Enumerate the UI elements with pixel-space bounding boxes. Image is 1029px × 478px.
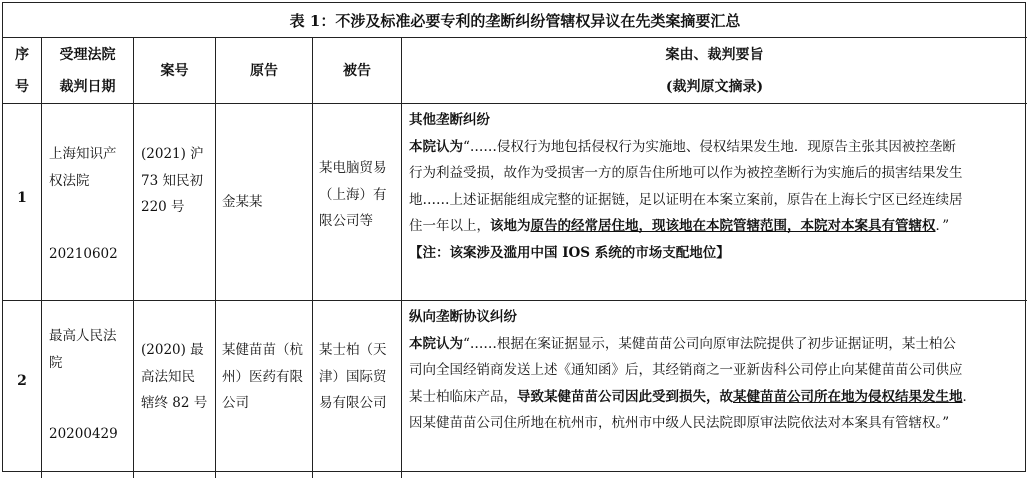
defendant: 某士柏（天 津）国际贸 易有限公司 (319, 342, 387, 411)
header-seq: 序 号 (15, 47, 29, 95)
row-divider (3, 103, 1027, 104)
column-divider (41, 38, 42, 478)
judgment-date: 20200429 (49, 426, 118, 442)
judgment-date: 20210602 (49, 246, 118, 262)
header-case-no: 案号 (160, 63, 189, 79)
header-court-date: 受理法院 裁判日期 (59, 47, 116, 95)
key-holding: 原告的经常居住地，现该地在本院管辖范围，本院对本案具有管辖权 (530, 218, 936, 234)
row-number: 2 (17, 373, 27, 389)
case-number: (2020) 最 高法知民 辖终 82 号 (141, 342, 208, 411)
case-note: 【注：该案涉及滥用中国 IOS 系统的市场支配地位】 (409, 244, 730, 261)
row-number: 1 (17, 190, 27, 206)
plaintiff: 金某某 (222, 194, 263, 210)
court-holds-label: 本院认为 (409, 335, 463, 352)
case-type: 其他垄断纠纷 (409, 112, 490, 128)
header-plaintiff: 原告 (250, 63, 278, 79)
table-title: 表 1：不涉及标准必要专利的垄断纠纷管辖权异议在先类案摘要汇总 (3, 3, 1027, 38)
column-divider (133, 38, 134, 478)
case-summary: 纵向垄断协议纠纷 本院认为“……根据在案证据显示，某健苗苗公司向原审法院提供了初步证据证明，某士柏公 司向全国经销商发送上述《通知函》后，其经销商之一亚新齿科公司停止向某健苗苗公司供应 某士柏临床产品，导致某健苗苗公司因此受到损失，故某健苗苗公司所在地为侵权结果发生地． 因某健苗苗公司住所地在杭州市，杭州市中级人民法院即原审法院依法对本案具有管辖权。” (409, 304, 1023, 437)
plaintiff: 某健苗苗（杭 州）医药有限 公司 (222, 342, 303, 411)
court-name: 最高人民法 院 (49, 328, 117, 371)
header-summary: 案由、裁判要旨 (裁判原文摘录) (665, 47, 764, 95)
key-holding: 某健苗苗公司所在地为侵权结果发生地 (733, 388, 963, 405)
defendant: 某电脑贸易 （上海）有 限公司等 (319, 160, 387, 229)
row-divider (3, 300, 1027, 301)
case-number: (2021) 沪 73 知民初 220 号 (141, 146, 204, 215)
case-summary: 其他垄断纠纷 本院认为“……侵权行为地包括侵权行为实施地、侵权结果发生地．现原告主张其因被控垄断 行为利益受损，故作为受损害一方的原告住所地可以作为被控垄断行为实施后的损害结果发生 地……上述证据能组成完整的证据链，足以证明在本案立案前，原告在上海长宁区已经连续居 住一年以上，该地为原告的经常居住地，现该地在本院管辖范围，本院对本案具有管辖权．” 【注：该案涉及滥用中国 IOS 系统的市场支配地位】 (409, 107, 1023, 266)
court-holds-label: 本院认为 (409, 138, 463, 155)
case-type: 纵向垄断协议纠纷 (409, 309, 517, 325)
column-divider (312, 38, 313, 478)
court-name: 上海知识产 权法院 (49, 146, 117, 189)
column-divider (215, 38, 216, 478)
column-divider (401, 38, 402, 478)
header-defendant: 被告 (343, 63, 371, 79)
summary-table (2, 2, 1026, 472)
